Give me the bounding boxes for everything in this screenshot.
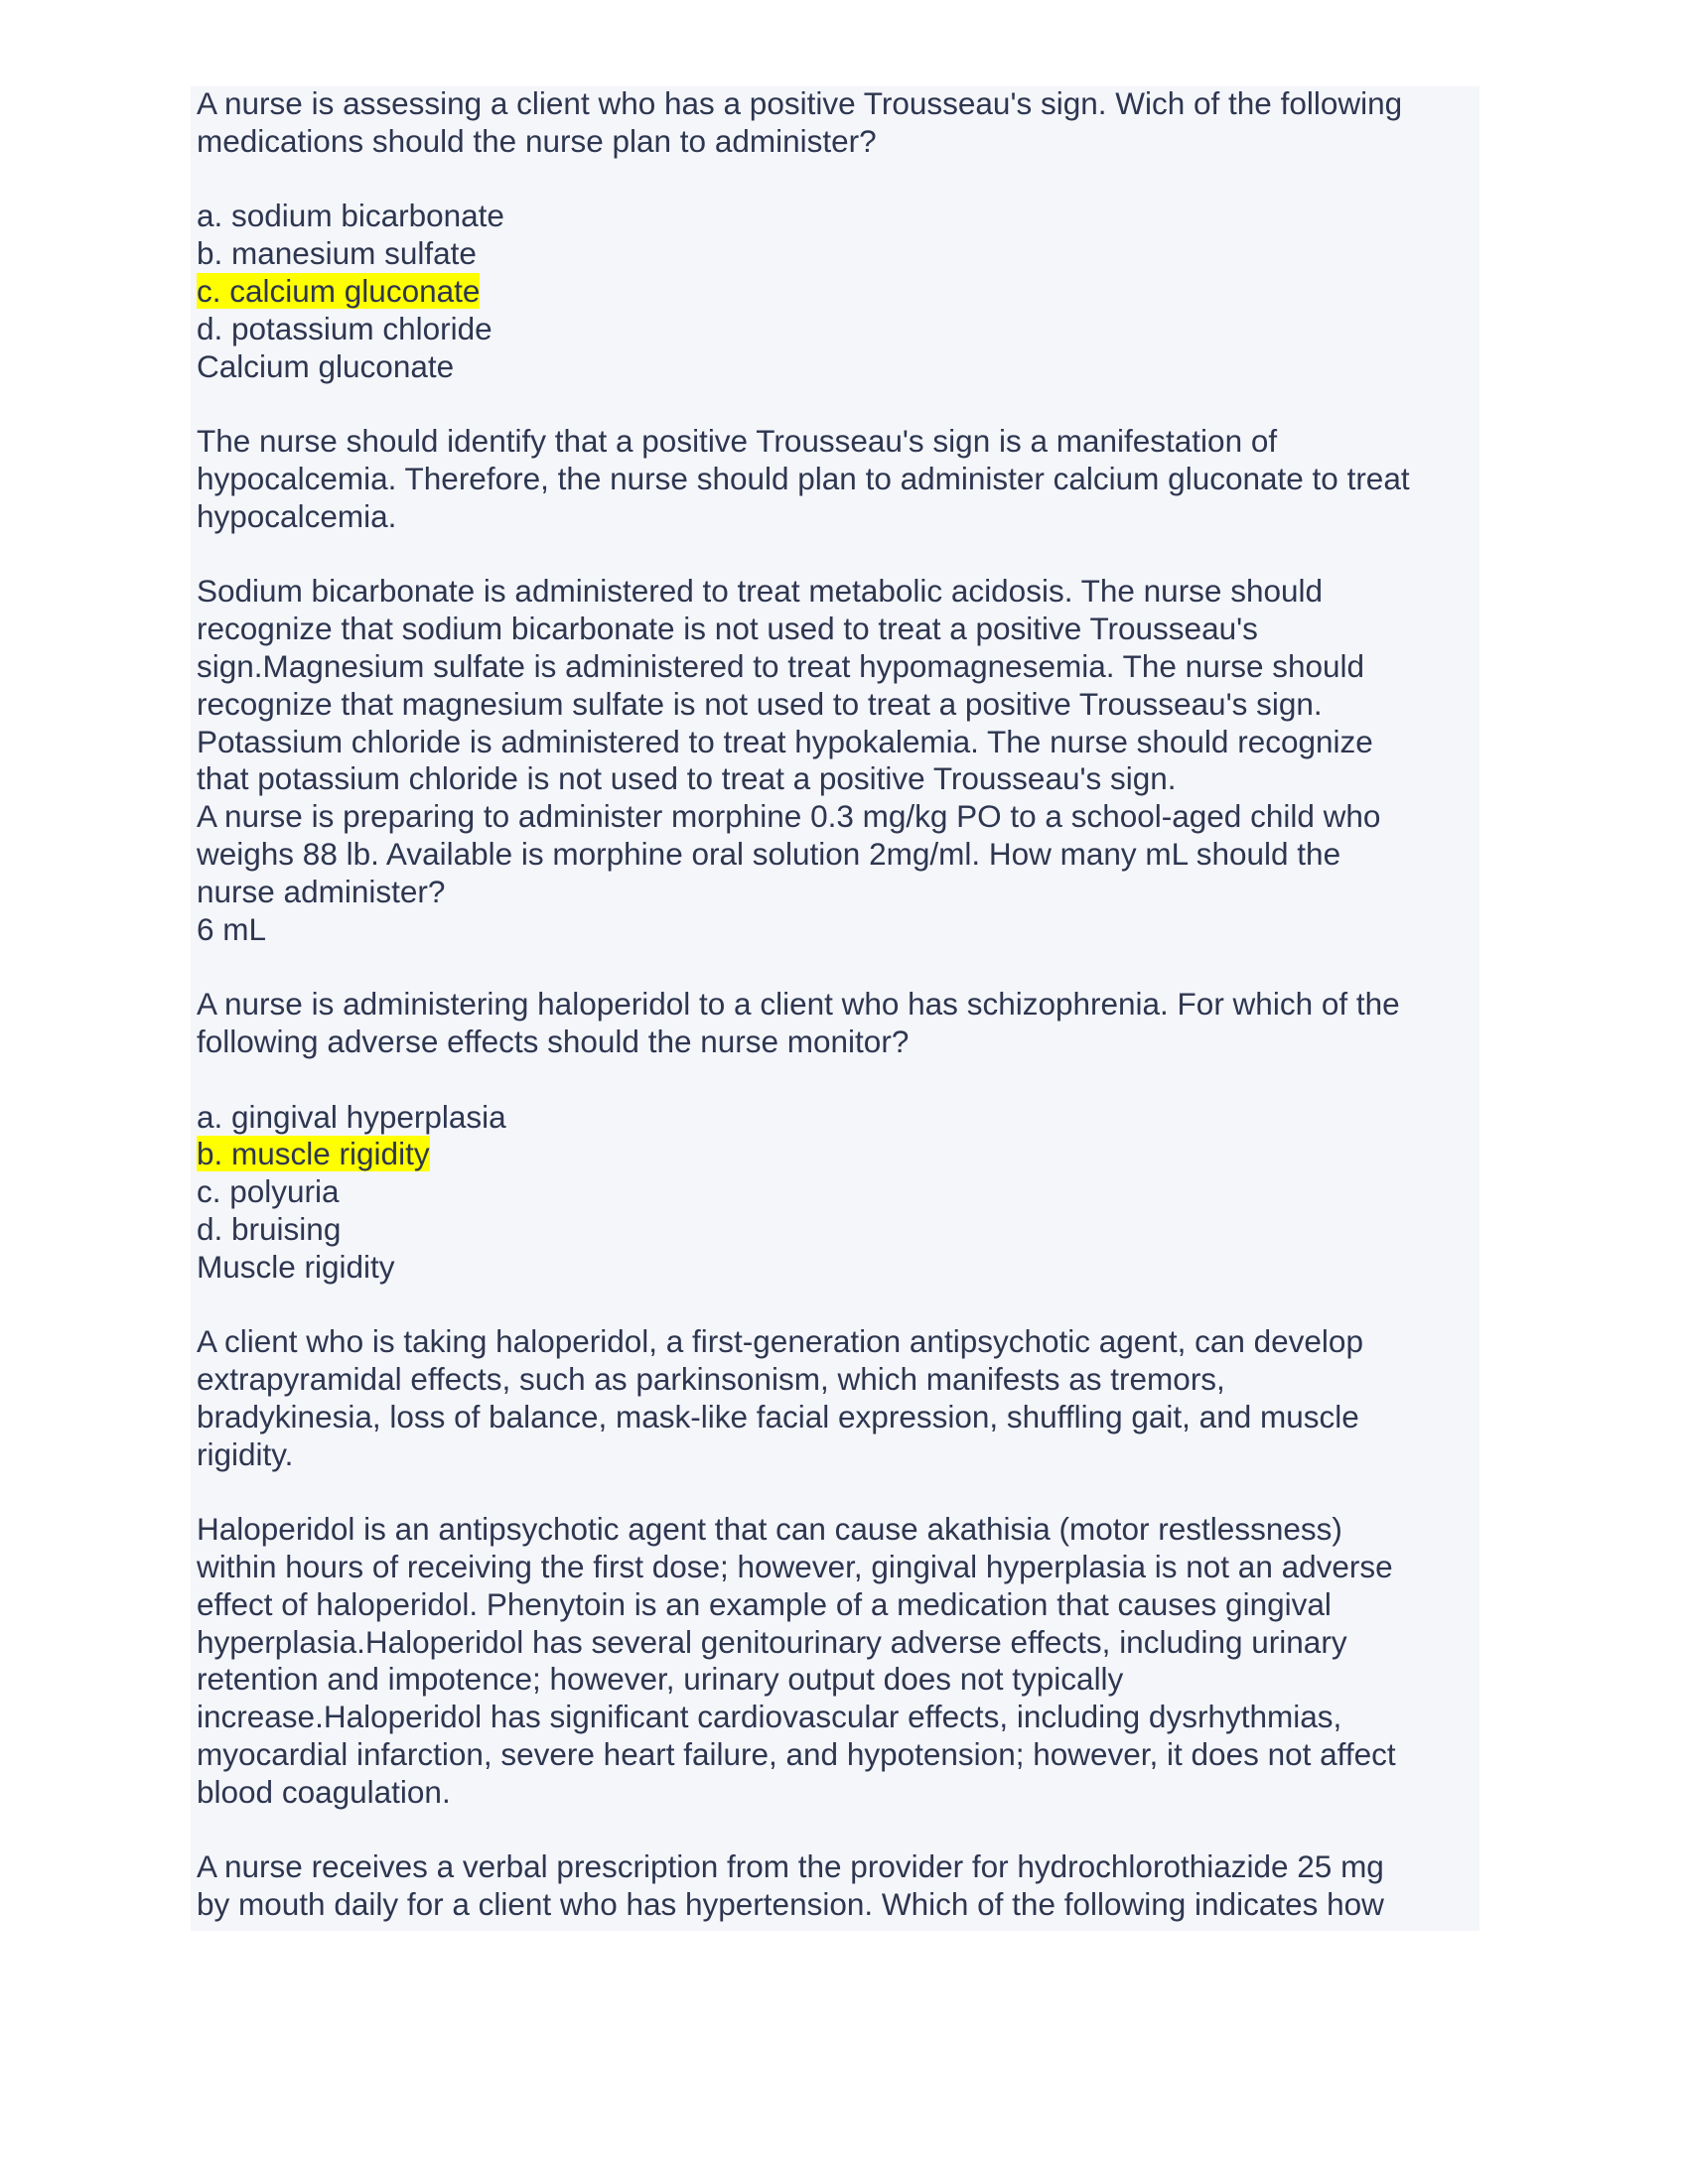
paragraph-text: recognize that sodium bicarbonate is not used to treat a positive Trousseau's bbox=[197, 611, 1258, 647]
paragraph-text: that potassium chloride is not used to treat a positive Trousseau's sign. bbox=[197, 760, 1177, 797]
paragraph-text: A nurse is administering haloperidol to a client who has schizophrenia. For which of the bbox=[197, 986, 1400, 1023]
paragraph-text: The nurse should identify that a positive Trousseau's sign is a manifestation of bbox=[197, 423, 1278, 460]
paragraph-text: Haloperidol is an antipsychotic agent that can cause akathisia (motor restlessness) bbox=[197, 1511, 1342, 1548]
answer-option: c. polyuria bbox=[197, 1173, 340, 1210]
text-line bbox=[197, 1211, 1477, 1249]
paragraph-text: within hours of receiving the first dose; however, gingival hyperplasia is not an adverse bbox=[197, 1549, 1393, 1585]
blank-line bbox=[197, 948, 1477, 986]
text-line bbox=[197, 724, 1477, 761]
paragraph-text: A nurse receives a verbal prescription from the provider for hydrochlorothiazide 25 mg bbox=[197, 1848, 1384, 1885]
paragraph-text: medications should the nurse plan to administer? bbox=[197, 122, 877, 159]
highlighted-correct-option: c. calcium gluconate bbox=[197, 272, 481, 309]
text-line bbox=[197, 348, 1477, 386]
text-line bbox=[197, 1549, 1477, 1586]
text-line bbox=[197, 911, 1477, 949]
answer-option: a. gingival hyperplasia bbox=[197, 1098, 506, 1135]
text-line bbox=[197, 573, 1477, 611]
highlighted-correct-option: b. muscle rigidity bbox=[197, 1136, 430, 1172]
blank-line bbox=[197, 385, 1477, 423]
text-line bbox=[197, 1624, 1477, 1662]
paragraph-text: recognize that magnesium sulfate is not used to treat a positive Trousseau's sign. bbox=[197, 685, 1323, 722]
paragraph-text: bradykinesia, loss of balance, mask-like facial expression, shuffling gait, and muscle bbox=[197, 1398, 1359, 1434]
paragraph-text: A nurse is preparing to administer morphine 0.3 mg/kg PO to a school-aged child who bbox=[197, 798, 1381, 835]
paragraph-text: weighs 88 lb. Available is morphine oral solution 2mg/ml. How many mL should the bbox=[197, 835, 1341, 872]
text-line bbox=[197, 311, 1477, 348]
text-line bbox=[197, 1399, 1477, 1436]
paragraph-text: A nurse is assessing a client who has a positive Trousseau's sign. Wich of the following bbox=[197, 85, 1403, 121]
text-line bbox=[197, 1136, 1477, 1173]
text-line bbox=[197, 986, 1477, 1024]
text-line bbox=[197, 760, 1477, 798]
paragraph-text: sign.Magnesium sulfate is administered to treat hypomagnesemia. The nurse should bbox=[197, 647, 1365, 684]
blank-line bbox=[197, 1287, 1477, 1324]
paragraph-text: Sodium bicarbonate is administered to treat metabolic acidosis. The nurse should bbox=[197, 573, 1324, 610]
blank-line bbox=[197, 1812, 1477, 1849]
paragraph-text: hypocalcemia. bbox=[197, 497, 397, 534]
text-line bbox=[197, 1736, 1477, 1774]
text-line bbox=[197, 123, 1477, 161]
text-line bbox=[197, 1511, 1477, 1549]
text-line bbox=[197, 836, 1477, 874]
paragraph-text: hyperplasia.Haloperidol has several genitourinary adverse effects, including urinary bbox=[197, 1623, 1347, 1660]
blank-line bbox=[197, 1061, 1477, 1099]
text-line bbox=[197, 85, 1477, 123]
paragraph-text: following adverse effects should the nurse monitor? bbox=[197, 1023, 910, 1059]
text-line bbox=[197, 648, 1477, 686]
text-line bbox=[197, 1361, 1477, 1399]
paragraph-text: myocardial infarction, severe heart failure, and hypotension; however, it does not affect bbox=[197, 1736, 1396, 1773]
answer-text: Calcium gluconate bbox=[197, 347, 455, 384]
text-line bbox=[197, 874, 1477, 911]
text-line bbox=[197, 1774, 1477, 1812]
paragraph-text: blood coagulation. bbox=[197, 1773, 451, 1810]
text-line bbox=[197, 1848, 1477, 1886]
text-line bbox=[197, 198, 1477, 235]
text-line bbox=[197, 1886, 1477, 1924]
text-line bbox=[197, 1586, 1477, 1624]
text-line bbox=[197, 1099, 1477, 1137]
paragraph-text: 6 mL bbox=[197, 910, 267, 947]
answer-text: Muscle rigidity bbox=[197, 1248, 395, 1285]
blank-line bbox=[197, 161, 1477, 199]
paragraph-text: rigidity. bbox=[197, 1435, 294, 1472]
text-line bbox=[197, 1699, 1477, 1736]
text-line bbox=[197, 273, 1477, 311]
text-line bbox=[197, 461, 1477, 498]
document-content bbox=[197, 85, 1477, 1924]
blank-line bbox=[197, 536, 1477, 574]
paragraph-text: Potassium chloride is administered to treat hypokalemia. The nurse should recognize bbox=[197, 723, 1373, 759]
answer-option: b. manesium sulfate bbox=[197, 235, 477, 272]
answer-option: a. sodium bicarbonate bbox=[197, 198, 504, 234]
paragraph-text: extrapyramidal effects, such as parkinsonism, which manifests as tremors, bbox=[197, 1361, 1225, 1398]
paragraph-text: hypocalcemia. Therefore, the nurse should plan to administer calcium gluconate to treat bbox=[197, 460, 1410, 496]
answer-option: d. potassium chloride bbox=[197, 310, 492, 346]
paragraph-text: by mouth daily for a client who has hypertension. Which of the following indicates how bbox=[197, 1886, 1384, 1923]
text-line bbox=[197, 1024, 1477, 1061]
text-line bbox=[197, 686, 1477, 724]
paragraph-text: A client who is taking haloperidol, a first-generation antipsychotic agent, can develop bbox=[197, 1323, 1363, 1360]
text-line bbox=[197, 798, 1477, 836]
text-line bbox=[197, 423, 1477, 461]
blank-line bbox=[197, 1473, 1477, 1511]
paragraph-text: effect of haloperidol. Phenytoin is an example of a medication that causes gingival bbox=[197, 1585, 1332, 1622]
text-line bbox=[197, 1661, 1477, 1699]
paragraph-text: retention and impotence; however, urinary output does not typically bbox=[197, 1661, 1124, 1698]
paragraph-text: nurse administer? bbox=[197, 873, 446, 909]
text-line bbox=[197, 235, 1477, 273]
answer-option: d. bruising bbox=[197, 1210, 342, 1247]
text-line bbox=[197, 1249, 1477, 1287]
text-line bbox=[197, 611, 1477, 648]
paragraph-text: increase.Haloperidol has significant cardiovascular effects, including dysrhythmias, bbox=[197, 1699, 1342, 1735]
text-line bbox=[197, 1173, 1477, 1211]
text-line bbox=[197, 1323, 1477, 1361]
text-line bbox=[197, 498, 1477, 536]
text-line bbox=[197, 1436, 1477, 1474]
